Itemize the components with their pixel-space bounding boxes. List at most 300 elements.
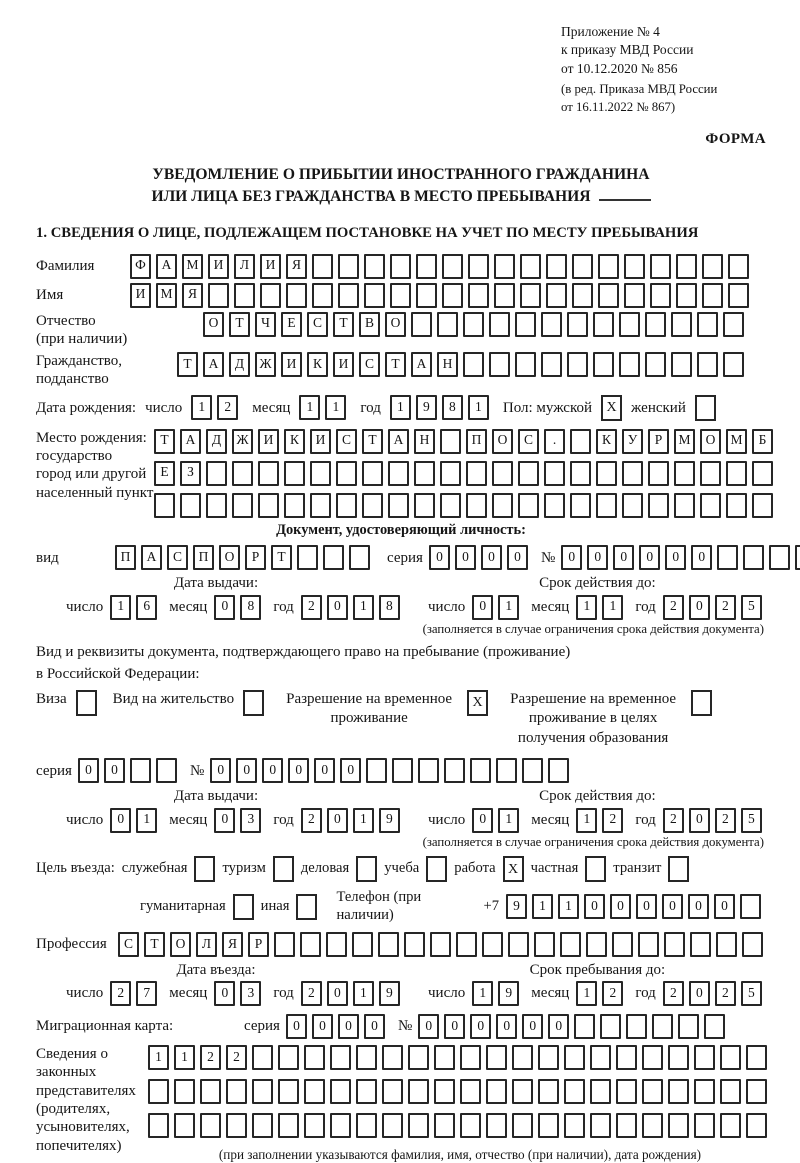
identity-expiry-month-cell[interactable]: 1 — [576, 595, 597, 620]
patronymic-cell[interactable]: С — [307, 312, 328, 337]
birth-place-line1-cell[interactable]: М — [726, 429, 747, 454]
birth-place-line2-cell[interactable] — [674, 461, 695, 486]
representatives-line1-cell[interactable] — [668, 1045, 689, 1070]
checkbox-residence-permit[interactable] — [243, 690, 264, 716]
birth-place-line1-cell[interactable]: С — [336, 429, 357, 454]
representatives-line2-cell[interactable] — [434, 1079, 455, 1104]
surname-cell[interactable]: И — [260, 254, 281, 279]
representatives-line3-cell[interactable] — [564, 1113, 585, 1138]
birth-place-line1-cell[interactable]: Т — [154, 429, 175, 454]
patronymic-cell[interactable] — [437, 312, 458, 337]
stay-year-cell[interactable]: 2 — [663, 981, 684, 1006]
migration-number-cell[interactable]: 0 — [548, 1014, 569, 1039]
birth-place-line2-cell[interactable] — [336, 461, 357, 486]
residence-issue-year-cell[interactable]: 1 — [353, 808, 374, 833]
citizenship-cell[interactable]: А — [203, 352, 224, 377]
representatives-line3-cell[interactable] — [330, 1113, 351, 1138]
residence-expiry-year-cell[interactable]: 2 — [715, 808, 736, 833]
citizenship-cell[interactable] — [619, 352, 640, 377]
profession-cell[interactable] — [274, 932, 295, 957]
identity-number-cell[interactable] — [717, 545, 738, 570]
migration-number-cell[interactable]: 0 — [522, 1014, 543, 1039]
representatives-line1-cell[interactable] — [616, 1045, 637, 1070]
representatives-line2-cell[interactable] — [382, 1079, 403, 1104]
representatives-line3-cell[interactable] — [408, 1113, 429, 1138]
representatives-line3-cell[interactable] — [642, 1113, 663, 1138]
birth-place-line3-cell[interactable] — [622, 493, 643, 518]
birth-year-cell[interactable]: 9 — [416, 395, 437, 420]
birth-place-line3-cell[interactable] — [466, 493, 487, 518]
citizenship-cell[interactable] — [567, 352, 588, 377]
birth-place-line3-cell[interactable] — [232, 493, 253, 518]
birth-place-line2-cell[interactable] — [648, 461, 669, 486]
identity-issue-day-cell[interactable]: 1 — [110, 595, 131, 620]
profession-cell[interactable] — [456, 932, 477, 957]
representatives-line2-cell[interactable] — [226, 1079, 247, 1104]
migration-number-cell[interactable] — [704, 1014, 725, 1039]
patronymic-cell[interactable] — [619, 312, 640, 337]
profession-cell[interactable]: Р — [248, 932, 269, 957]
profession-cell[interactable] — [300, 932, 321, 957]
surname-cell[interactable] — [390, 254, 411, 279]
representatives-line2-cell[interactable] — [174, 1079, 195, 1104]
identity-kind-cell[interactable]: П — [193, 545, 214, 570]
birth-place-line1-cell[interactable]: У — [622, 429, 643, 454]
patronymic-cell[interactable] — [541, 312, 562, 337]
checkbox-study[interactable] — [426, 856, 447, 882]
citizenship-cell[interactable]: Т — [385, 352, 406, 377]
profession-cell[interactable]: Я — [222, 932, 243, 957]
residence-issue-day-cell[interactable]: 0 — [110, 808, 131, 833]
patronymic-cell[interactable]: О — [385, 312, 406, 337]
first-name-cell[interactable] — [702, 283, 723, 308]
representatives-line1-cell[interactable] — [538, 1045, 559, 1070]
citizenship-cell[interactable] — [697, 352, 718, 377]
first-name-cell[interactable] — [728, 283, 749, 308]
surname-cell[interactable] — [598, 254, 619, 279]
identity-number-cell[interactable] — [769, 545, 790, 570]
birth-place-line2-cell[interactable] — [284, 461, 305, 486]
surname-cell[interactable]: Ф — [130, 254, 151, 279]
patronymic-cell[interactable]: Ч — [255, 312, 276, 337]
birth-place-line1-cell[interactable]: С — [518, 429, 539, 454]
birth-place-line3-cell[interactable] — [518, 493, 539, 518]
first-name-cell[interactable] — [624, 283, 645, 308]
representatives-line3-cell[interactable] — [356, 1113, 377, 1138]
surname-cell[interactable] — [728, 254, 749, 279]
patronymic-cell[interactable]: Т — [333, 312, 354, 337]
phone-cell[interactable]: 0 — [636, 894, 657, 919]
residence-number-cell[interactable] — [444, 758, 465, 783]
profession-cell[interactable] — [560, 932, 581, 957]
citizenship-cell[interactable]: И — [281, 352, 302, 377]
identity-expiry-day-cell[interactable]: 1 — [498, 595, 519, 620]
identity-number-cell[interactable] — [743, 545, 764, 570]
migration-series-cell[interactable]: 0 — [312, 1014, 333, 1039]
birth-place-line1-cell[interactable]: К — [284, 429, 305, 454]
checkbox-tourism[interactable] — [273, 856, 294, 882]
citizenship-cell[interactable]: А — [411, 352, 432, 377]
birth-place-line2-cell[interactable] — [440, 461, 461, 486]
surname-cell[interactable] — [520, 254, 541, 279]
surname-cell[interactable] — [338, 254, 359, 279]
birth-year-cell[interactable]: 1 — [390, 395, 411, 420]
representatives-line3-cell[interactable] — [460, 1113, 481, 1138]
representatives-line1-cell[interactable] — [746, 1045, 767, 1070]
birth-place-line3-cell[interactable] — [596, 493, 617, 518]
first-name-cell[interactable]: Я — [182, 283, 203, 308]
checkbox-business[interactable] — [356, 856, 377, 882]
birth-place-line3-cell[interactable] — [648, 493, 669, 518]
representatives-line2-cell[interactable] — [590, 1079, 611, 1104]
citizenship-cell[interactable] — [723, 352, 744, 377]
phone-cell[interactable]: 0 — [662, 894, 683, 919]
first-name-cell[interactable]: И — [130, 283, 151, 308]
birth-place-line3-cell[interactable] — [336, 493, 357, 518]
representatives-line1-cell[interactable] — [382, 1045, 403, 1070]
surname-cell[interactable] — [468, 254, 489, 279]
citizenship-cell[interactable] — [489, 352, 510, 377]
birth-place-line2-cell[interactable] — [232, 461, 253, 486]
stay-day-cell[interactable]: 9 — [498, 981, 519, 1006]
birth-place-line1-cell[interactable]: А — [180, 429, 201, 454]
entry-year-cell[interactable]: 1 — [353, 981, 374, 1006]
representatives-line1-cell[interactable] — [252, 1045, 273, 1070]
citizenship-cell[interactable] — [541, 352, 562, 377]
representatives-line1-cell[interactable]: 2 — [200, 1045, 221, 1070]
stay-year-cell[interactable]: 2 — [715, 981, 736, 1006]
residence-number-cell[interactable]: 0 — [288, 758, 309, 783]
representatives-line1-cell[interactable] — [330, 1045, 351, 1070]
birth-place-line3-cell[interactable] — [726, 493, 747, 518]
stay-month-cell[interactable]: 1 — [576, 981, 597, 1006]
identity-kind-cell[interactable] — [349, 545, 370, 570]
citizenship-cell[interactable]: Т — [177, 352, 198, 377]
checkbox-private[interactable] — [585, 856, 606, 882]
identity-kind-cell[interactable]: П — [115, 545, 136, 570]
profession-cell[interactable] — [404, 932, 425, 957]
residence-issue-day-cell[interactable]: 1 — [136, 808, 157, 833]
birth-place-line3-cell[interactable] — [674, 493, 695, 518]
birth-day-cell[interactable]: 1 — [191, 395, 212, 420]
checkbox-official[interactable] — [194, 856, 215, 882]
birth-place-line1-cell[interactable]: И — [310, 429, 331, 454]
representatives-line1-cell[interactable] — [720, 1045, 741, 1070]
residence-series-cell[interactable] — [156, 758, 177, 783]
phone-cell[interactable]: 9 — [506, 894, 527, 919]
representatives-line2-cell[interactable] — [408, 1079, 429, 1104]
representatives-line2-cell[interactable] — [252, 1079, 273, 1104]
checkbox-work[interactable]: X — [503, 856, 524, 882]
residence-issue-year-cell[interactable]: 9 — [379, 808, 400, 833]
identity-issue-year-cell[interactable]: 8 — [379, 595, 400, 620]
profession-cell[interactable] — [690, 932, 711, 957]
migration-number-cell[interactable]: 0 — [470, 1014, 491, 1039]
representatives-line3-cell[interactable] — [226, 1113, 247, 1138]
identity-number-cell[interactable]: 0 — [691, 545, 712, 570]
birth-place-line3-cell[interactable] — [544, 493, 565, 518]
profession-cell[interactable] — [508, 932, 529, 957]
citizenship-cell[interactable] — [593, 352, 614, 377]
patronymic-cell[interactable] — [697, 312, 718, 337]
profession-cell[interactable] — [482, 932, 503, 957]
residence-number-cell[interactable] — [366, 758, 387, 783]
birth-place-line1-cell[interactable] — [440, 429, 461, 454]
migration-number-cell[interactable] — [574, 1014, 595, 1039]
representatives-line3-cell[interactable] — [746, 1113, 767, 1138]
first-name-cell[interactable]: М — [156, 283, 177, 308]
representatives-line3-cell[interactable] — [148, 1113, 169, 1138]
migration-series-cell[interactable]: 0 — [364, 1014, 385, 1039]
birth-place-line3-cell[interactable] — [154, 493, 175, 518]
birth-place-line2-cell[interactable] — [570, 461, 591, 486]
birth-place-line1-cell[interactable]: О — [492, 429, 513, 454]
patronymic-cell[interactable] — [515, 312, 536, 337]
identity-series-cell[interactable]: 0 — [481, 545, 502, 570]
profession-cell[interactable] — [586, 932, 607, 957]
representatives-line2-cell[interactable] — [278, 1079, 299, 1104]
surname-cell[interactable] — [650, 254, 671, 279]
residence-number-cell[interactable] — [470, 758, 491, 783]
identity-kind-cell[interactable] — [297, 545, 318, 570]
representatives-line1-cell[interactable] — [278, 1045, 299, 1070]
residence-number-cell[interactable] — [392, 758, 413, 783]
representatives-line2-cell[interactable] — [746, 1079, 767, 1104]
stay-day-cell[interactable]: 1 — [472, 981, 493, 1006]
first-name-cell[interactable] — [468, 283, 489, 308]
birth-place-line3-cell[interactable] — [440, 493, 461, 518]
residence-number-cell[interactable]: 0 — [340, 758, 361, 783]
birth-place-line3-cell[interactable] — [310, 493, 331, 518]
patronymic-cell[interactable] — [645, 312, 666, 337]
identity-number-cell[interactable] — [795, 545, 800, 570]
residence-issue-month-cell[interactable]: 0 — [214, 808, 235, 833]
surname-cell[interactable]: Л — [234, 254, 255, 279]
representatives-line2-cell[interactable] — [304, 1079, 325, 1104]
migration-series-cell[interactable]: 0 — [338, 1014, 359, 1039]
birth-place-line3-cell[interactable] — [258, 493, 279, 518]
first-name-cell[interactable] — [520, 283, 541, 308]
representatives-line2-cell[interactable] — [356, 1079, 377, 1104]
representatives-line2-cell[interactable] — [330, 1079, 351, 1104]
profession-cell[interactable]: С — [118, 932, 139, 957]
migration-number-cell[interactable] — [652, 1014, 673, 1039]
birth-place-line2-cell[interactable] — [466, 461, 487, 486]
birth-place-line3-cell[interactable] — [206, 493, 227, 518]
representatives-line1-cell[interactable] — [434, 1045, 455, 1070]
identity-issue-year-cell[interactable]: 2 — [301, 595, 322, 620]
residence-expiry-year-cell[interactable]: 5 — [741, 808, 762, 833]
checkbox-male[interactable]: X — [601, 395, 622, 421]
representatives-line1-cell[interactable]: 1 — [174, 1045, 195, 1070]
first-name-cell[interactable] — [494, 283, 515, 308]
residence-expiry-month-cell[interactable]: 2 — [602, 808, 623, 833]
residence-expiry-year-cell[interactable]: 2 — [663, 808, 684, 833]
entry-day-cell[interactable]: 2 — [110, 981, 131, 1006]
birth-place-line2-cell[interactable] — [726, 461, 747, 486]
surname-cell[interactable]: А — [156, 254, 177, 279]
representatives-line3-cell[interactable] — [278, 1113, 299, 1138]
representatives-line2-cell[interactable] — [564, 1079, 585, 1104]
representatives-line1-cell[interactable] — [564, 1045, 585, 1070]
phone-cell[interactable]: 0 — [688, 894, 709, 919]
birth-place-line3-cell[interactable] — [492, 493, 513, 518]
identity-issue-year-cell[interactable]: 1 — [353, 595, 374, 620]
residence-series-cell[interactable]: 0 — [104, 758, 125, 783]
identity-issue-month-cell[interactable]: 8 — [240, 595, 261, 620]
first-name-cell[interactable] — [546, 283, 567, 308]
phone-cell[interactable]: 0 — [714, 894, 735, 919]
residence-issue-year-cell[interactable]: 0 — [327, 808, 348, 833]
birth-place-line3-cell[interactable] — [284, 493, 305, 518]
profession-cell[interactable]: Т — [144, 932, 165, 957]
representatives-line2-cell[interactable] — [148, 1079, 169, 1104]
phone-cell[interactable]: 0 — [610, 894, 631, 919]
patronymic-cell[interactable] — [489, 312, 510, 337]
profession-cell[interactable] — [716, 932, 737, 957]
citizenship-cell[interactable] — [463, 352, 484, 377]
birth-place-line3-cell[interactable] — [388, 493, 409, 518]
identity-kind-cell[interactable]: А — [141, 545, 162, 570]
checkbox-humanitarian[interactable] — [233, 894, 254, 920]
residence-number-cell[interactable] — [496, 758, 517, 783]
phone-cell[interactable] — [740, 894, 761, 919]
identity-expiry-year-cell[interactable]: 0 — [689, 595, 710, 620]
patronymic-cell[interactable]: Т — [229, 312, 250, 337]
birth-place-line2-cell[interactable] — [492, 461, 513, 486]
stay-year-cell[interactable]: 5 — [741, 981, 762, 1006]
profession-cell[interactable] — [742, 932, 763, 957]
patronymic-cell[interactable] — [411, 312, 432, 337]
surname-cell[interactable] — [572, 254, 593, 279]
surname-cell[interactable] — [624, 254, 645, 279]
birth-day-cell[interactable]: 2 — [217, 395, 238, 420]
birth-place-line1-cell[interactable]: Ж — [232, 429, 253, 454]
identity-expiry-month-cell[interactable]: 1 — [602, 595, 623, 620]
birth-place-line2-cell[interactable] — [596, 461, 617, 486]
patronymic-cell[interactable] — [671, 312, 692, 337]
identity-issue-day-cell[interactable]: 6 — [136, 595, 157, 620]
representatives-line3-cell[interactable] — [304, 1113, 325, 1138]
representatives-line3-cell[interactable] — [174, 1113, 195, 1138]
residence-series-cell[interactable]: 0 — [78, 758, 99, 783]
representatives-line1-cell[interactable] — [356, 1045, 377, 1070]
profession-cell[interactable] — [352, 932, 373, 957]
profession-cell[interactable] — [638, 932, 659, 957]
representatives-line3-cell[interactable] — [590, 1113, 611, 1138]
identity-kind-cell[interactable]: С — [167, 545, 188, 570]
first-name-cell[interactable] — [598, 283, 619, 308]
birth-place-line3-cell[interactable] — [752, 493, 773, 518]
first-name-cell[interactable] — [650, 283, 671, 308]
residence-issue-year-cell[interactable]: 2 — [301, 808, 322, 833]
birth-place-line1-cell[interactable]: М — [674, 429, 695, 454]
profession-cell[interactable]: Л — [196, 932, 217, 957]
identity-number-cell[interactable]: 0 — [613, 545, 634, 570]
patronymic-cell[interactable]: О — [203, 312, 224, 337]
birth-place-line1-cell[interactable]: Н — [414, 429, 435, 454]
patronymic-cell[interactable] — [463, 312, 484, 337]
representatives-line1-cell[interactable] — [304, 1045, 325, 1070]
profession-cell[interactable] — [664, 932, 685, 957]
representatives-line3-cell[interactable] — [252, 1113, 273, 1138]
residence-series-cell[interactable] — [130, 758, 151, 783]
phone-cell[interactable]: 1 — [558, 894, 579, 919]
entry-month-cell[interactable]: 0 — [214, 981, 235, 1006]
birth-place-line2-cell[interactable] — [388, 461, 409, 486]
residence-issue-month-cell[interactable]: 3 — [240, 808, 261, 833]
representatives-line3-cell[interactable] — [486, 1113, 507, 1138]
birth-place-line2-cell[interactable] — [362, 461, 383, 486]
migration-number-cell[interactable] — [678, 1014, 699, 1039]
birth-place-line2-cell[interactable] — [622, 461, 643, 486]
birth-place-line1-cell[interactable]: Д — [206, 429, 227, 454]
identity-number-cell[interactable]: 0 — [561, 545, 582, 570]
representatives-line2-cell[interactable] — [616, 1079, 637, 1104]
citizenship-cell[interactable]: К — [307, 352, 328, 377]
birth-place-line3-cell[interactable] — [700, 493, 721, 518]
migration-number-cell[interactable] — [626, 1014, 647, 1039]
birth-place-line1-cell[interactable]: И — [258, 429, 279, 454]
birth-place-line3-cell[interactable] — [570, 493, 591, 518]
birth-place-line2-cell[interactable]: З — [180, 461, 201, 486]
surname-cell[interactable] — [702, 254, 723, 279]
representatives-line2-cell[interactable] — [460, 1079, 481, 1104]
representatives-line2-cell[interactable] — [642, 1079, 663, 1104]
entry-year-cell[interactable]: 9 — [379, 981, 400, 1006]
birth-place-line2-cell[interactable] — [544, 461, 565, 486]
representatives-line2-cell[interactable] — [720, 1079, 741, 1104]
citizenship-cell[interactable] — [645, 352, 666, 377]
representatives-line2-cell[interactable] — [538, 1079, 559, 1104]
surname-cell[interactable]: Я — [286, 254, 307, 279]
entry-year-cell[interactable]: 2 — [301, 981, 322, 1006]
representatives-line3-cell[interactable] — [200, 1113, 221, 1138]
residence-number-cell[interactable] — [418, 758, 439, 783]
identity-expiry-year-cell[interactable]: 2 — [715, 595, 736, 620]
migration-series-cell[interactable]: 0 — [286, 1014, 307, 1039]
first-name-cell[interactable] — [234, 283, 255, 308]
representatives-line1-cell[interactable] — [694, 1045, 715, 1070]
representatives-line1-cell[interactable]: 2 — [226, 1045, 247, 1070]
representatives-line1-cell[interactable]: 1 — [148, 1045, 169, 1070]
entry-year-cell[interactable]: 0 — [327, 981, 348, 1006]
birth-year-cell[interactable]: 8 — [442, 395, 463, 420]
birth-place-line1-cell[interactable]: . — [544, 429, 565, 454]
surname-cell[interactable] — [676, 254, 697, 279]
birth-place-line1-cell[interactable] — [570, 429, 591, 454]
patronymic-cell[interactable]: В — [359, 312, 380, 337]
birth-place-line1-cell[interactable]: Р — [648, 429, 669, 454]
profession-cell[interactable] — [430, 932, 451, 957]
profession-cell[interactable] — [612, 932, 633, 957]
citizenship-cell[interactable]: Н — [437, 352, 458, 377]
citizenship-cell[interactable] — [671, 352, 692, 377]
profession-cell[interactable]: О — [170, 932, 191, 957]
identity-kind-cell[interactable] — [323, 545, 344, 570]
birth-place-line2-cell[interactable]: Е — [154, 461, 175, 486]
surname-cell[interactable]: М — [182, 254, 203, 279]
identity-expiry-year-cell[interactable]: 5 — [741, 595, 762, 620]
migration-number-cell[interactable]: 0 — [496, 1014, 517, 1039]
first-name-cell[interactable] — [260, 283, 281, 308]
identity-number-cell[interactable]: 0 — [587, 545, 608, 570]
identity-expiry-year-cell[interactable]: 2 — [663, 595, 684, 620]
birth-place-line2-cell[interactable] — [700, 461, 721, 486]
identity-number-cell[interactable]: 0 — [665, 545, 686, 570]
patronymic-cell[interactable]: Е — [281, 312, 302, 337]
birth-place-line1-cell[interactable]: О — [700, 429, 721, 454]
